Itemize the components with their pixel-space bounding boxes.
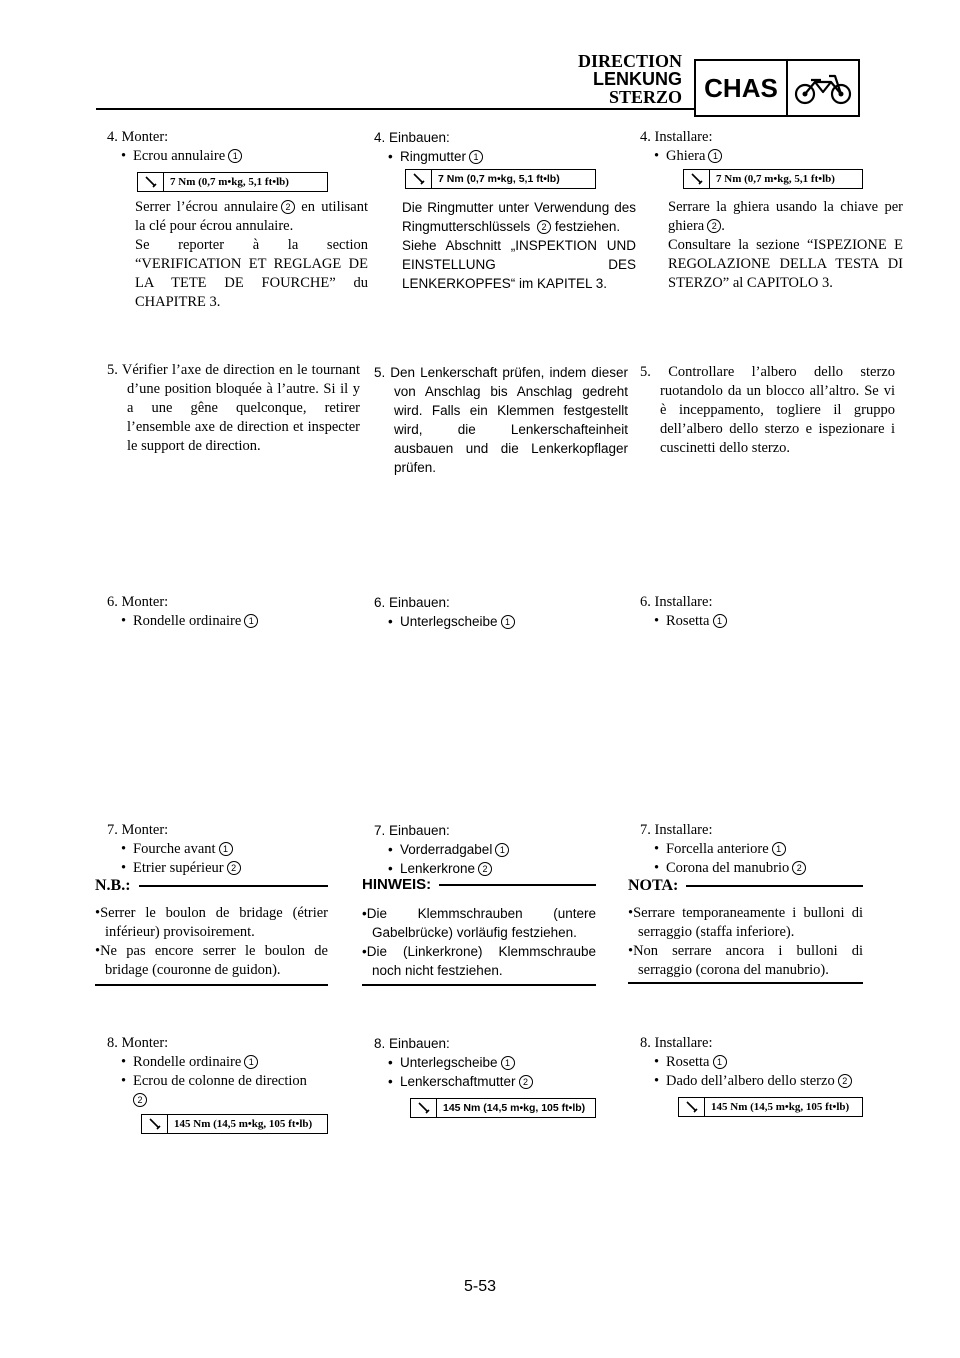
- it-step-7-item-1: • Forcella anteriore 1: [628, 840, 863, 859]
- it-step-8-item-2: • Dado dell’albero dello sterzo 2: [628, 1072, 863, 1091]
- de-step-5: 5. Den Lenkerschaft prüfen, indem dieser von Anschlag bis Anschlag gedreht wird. Falls ein Klemmen festgestellt wird, die Lenkerschafteinheit ausbauen und die Lenkerkopflager prüfen.: [374, 365, 628, 475]
- fr-step-4-instructions: Serrer l’écrou annulaire 2 en utilisant la clé pour écrou annulaire. Se reporter à la section “VERIFICATION ET REGLAGE DE LA TETE DE FOURCHE” du CHAPITRE 3.: [135, 199, 368, 310]
- fr-step-4: 4. Monter:: [107, 129, 169, 145]
- fr-step-6: 6. Monter:: [107, 594, 169, 610]
- it-step-4: 4. Installare:: [640, 129, 713, 145]
- torque-wrench-icon: [684, 170, 710, 188]
- fr-torque-spec-8: 145 Nm (14,5 m•kg, 105 ft•lb): [141, 1114, 328, 1134]
- fr-step-8-item-2: • Ecrou de colonne de direction 2: [95, 1072, 328, 1110]
- motorcycle-icon: [788, 61, 858, 115]
- it-note-body: •Serrare temporaneamente i bulloni di serraggio (staffa inferiore). •Non serrare ancora i bulloni di serraggio (corona del manubrio).: [628, 905, 863, 978]
- torque-wrench-icon: [138, 173, 164, 191]
- fr-step-7: 7. Monter:: [107, 822, 169, 838]
- fr-note-body: •Serrer le boulon de bridage (étrier inférieur) provisoirement. •Ne pas encore serrer le boulon de bridage (couronne de guidon).: [95, 905, 328, 978]
- it-step-6-item-1: • Rosetta 1: [628, 612, 863, 631]
- it-note-heading: NOTA:: [628, 876, 863, 895]
- fr-step-5: 5. Vérifier l’axe de direction en le tournant d’une position bloquée à l’autre. Si il y a une gêne quelconque, retirer l’ensemble axe de direction et inspecter le support de direction.: [107, 362, 360, 454]
- de-step-7-item-2: • Lenkerkrone 2: [362, 859, 596, 878]
- de-step-4-instructions: Die Ringmutter unter Verwendung des Ringmutterschlüssels 2 festziehen. Siehe Abschnitt „INSPEKTION UND EINSTELLUNG DES LENKERKOPFES“ im KAPITEL 3.: [402, 200, 636, 291]
- fr-step-8-item-1: • Rondelle ordinaire 1: [95, 1053, 328, 1072]
- de-step-7-item-1: • Vorderradgabel 1: [362, 840, 596, 859]
- chassis-badge: [694, 59, 860, 117]
- it-step-4-item-1: • Ghiera 1: [628, 147, 863, 166]
- it-step-5: 5. Controllare l’albero dello sterzo ruotandolo da un blocco all’altro. Se vi è inceppamento, togliere il gruppo dell’albero dello sterzo e ispezionare i cuscinetti dello sterzo.: [640, 364, 895, 456]
- de-step-8-item-1: • Unterlegscheibe 1: [362, 1053, 596, 1072]
- it-torque-spec-8: 145 Nm (14,5 m•kg, 105 ft•lb): [678, 1097, 863, 1117]
- torque-wrench-icon: [411, 1099, 437, 1117]
- fr-torque-spec-4: 7 Nm (0,7 m•kg, 5,1 ft•lb): [137, 172, 328, 192]
- fr-step-7-item-1: • Fourche avant 1: [95, 840, 328, 859]
- de-step-4: 4. Einbauen:: [374, 130, 450, 145]
- fr-note-end-rule: [95, 984, 328, 986]
- de-step-8-item-2: • Lenkerschaftmutter 2: [362, 1072, 596, 1091]
- torque-wrench-icon: [679, 1098, 705, 1116]
- title-it: STERZO: [608, 87, 682, 107]
- fr-step-6-item-1: • Rondelle ordinaire 1: [95, 612, 328, 631]
- it-step-8-item-1: • Rosetta 1: [628, 1053, 863, 1072]
- fr-step-8: 8. Monter:: [107, 1035, 169, 1051]
- de-step-4-item-1: • Ringmutter 1: [362, 147, 596, 166]
- section-titles: [578, 52, 682, 106]
- title-fr: DIRECTION: [577, 51, 682, 71]
- header-rule: [96, 108, 694, 110]
- de-step-6-item-1: • Unterlegscheibe 1: [362, 612, 596, 631]
- it-note-end-rule: [628, 982, 863, 984]
- de-note-end-rule: [362, 984, 596, 986]
- de-note-heading: HINWEIS:: [362, 875, 596, 894]
- it-step-7: 7. Installare:: [640, 822, 713, 838]
- title-de: LENKUNG: [593, 69, 682, 89]
- torque-wrench-icon: [142, 1115, 168, 1133]
- it-step-8: 8. Installare:: [640, 1035, 713, 1051]
- it-step-6: 6. Installare:: [640, 594, 713, 610]
- de-step-7: 7. Einbauen:: [374, 823, 450, 838]
- de-step-6: 6. Einbauen:: [374, 595, 450, 610]
- page-number: 5-53: [463, 1278, 497, 1295]
- de-torque-spec-8: 145 Nm (14,5 m•kg, 105 ft•lb): [410, 1098, 596, 1118]
- it-step-4-instructions: Serrare la ghiera usando la chiave per ghiera 2 . Consultare la sezione “ISPEZIONE E REGOLAZIONE DELLA TESTA DI STERZO” al CAPITOLO 3.: [668, 199, 903, 291]
- torque-wrench-icon: [406, 170, 432, 188]
- de-torque-spec-4: 7 Nm (0,7 m•kg, 5,1 ft•lb): [405, 169, 596, 189]
- section-code: CHAS: [696, 61, 788, 115]
- fr-step-4-item-1: • Ecrou annulaire 1: [95, 147, 328, 166]
- de-note-body: •Die Klemmschrauben (untere Gabelbrücke) vorläufig festziehen. •Die (Linkerkrone) Klemmschraube noch nicht festziehen.: [362, 906, 596, 978]
- it-torque-spec-4: 7 Nm (0,7 m•kg, 5,1 ft•lb): [683, 169, 863, 189]
- it-step-7-item-2: • Corona del manubrio 2: [628, 859, 863, 878]
- fr-note-heading: N.B.:: [95, 876, 328, 895]
- de-step-8: 8. Einbauen:: [374, 1036, 450, 1051]
- fr-step-7-item-2: • Etrier supérieur 2: [95, 859, 328, 878]
